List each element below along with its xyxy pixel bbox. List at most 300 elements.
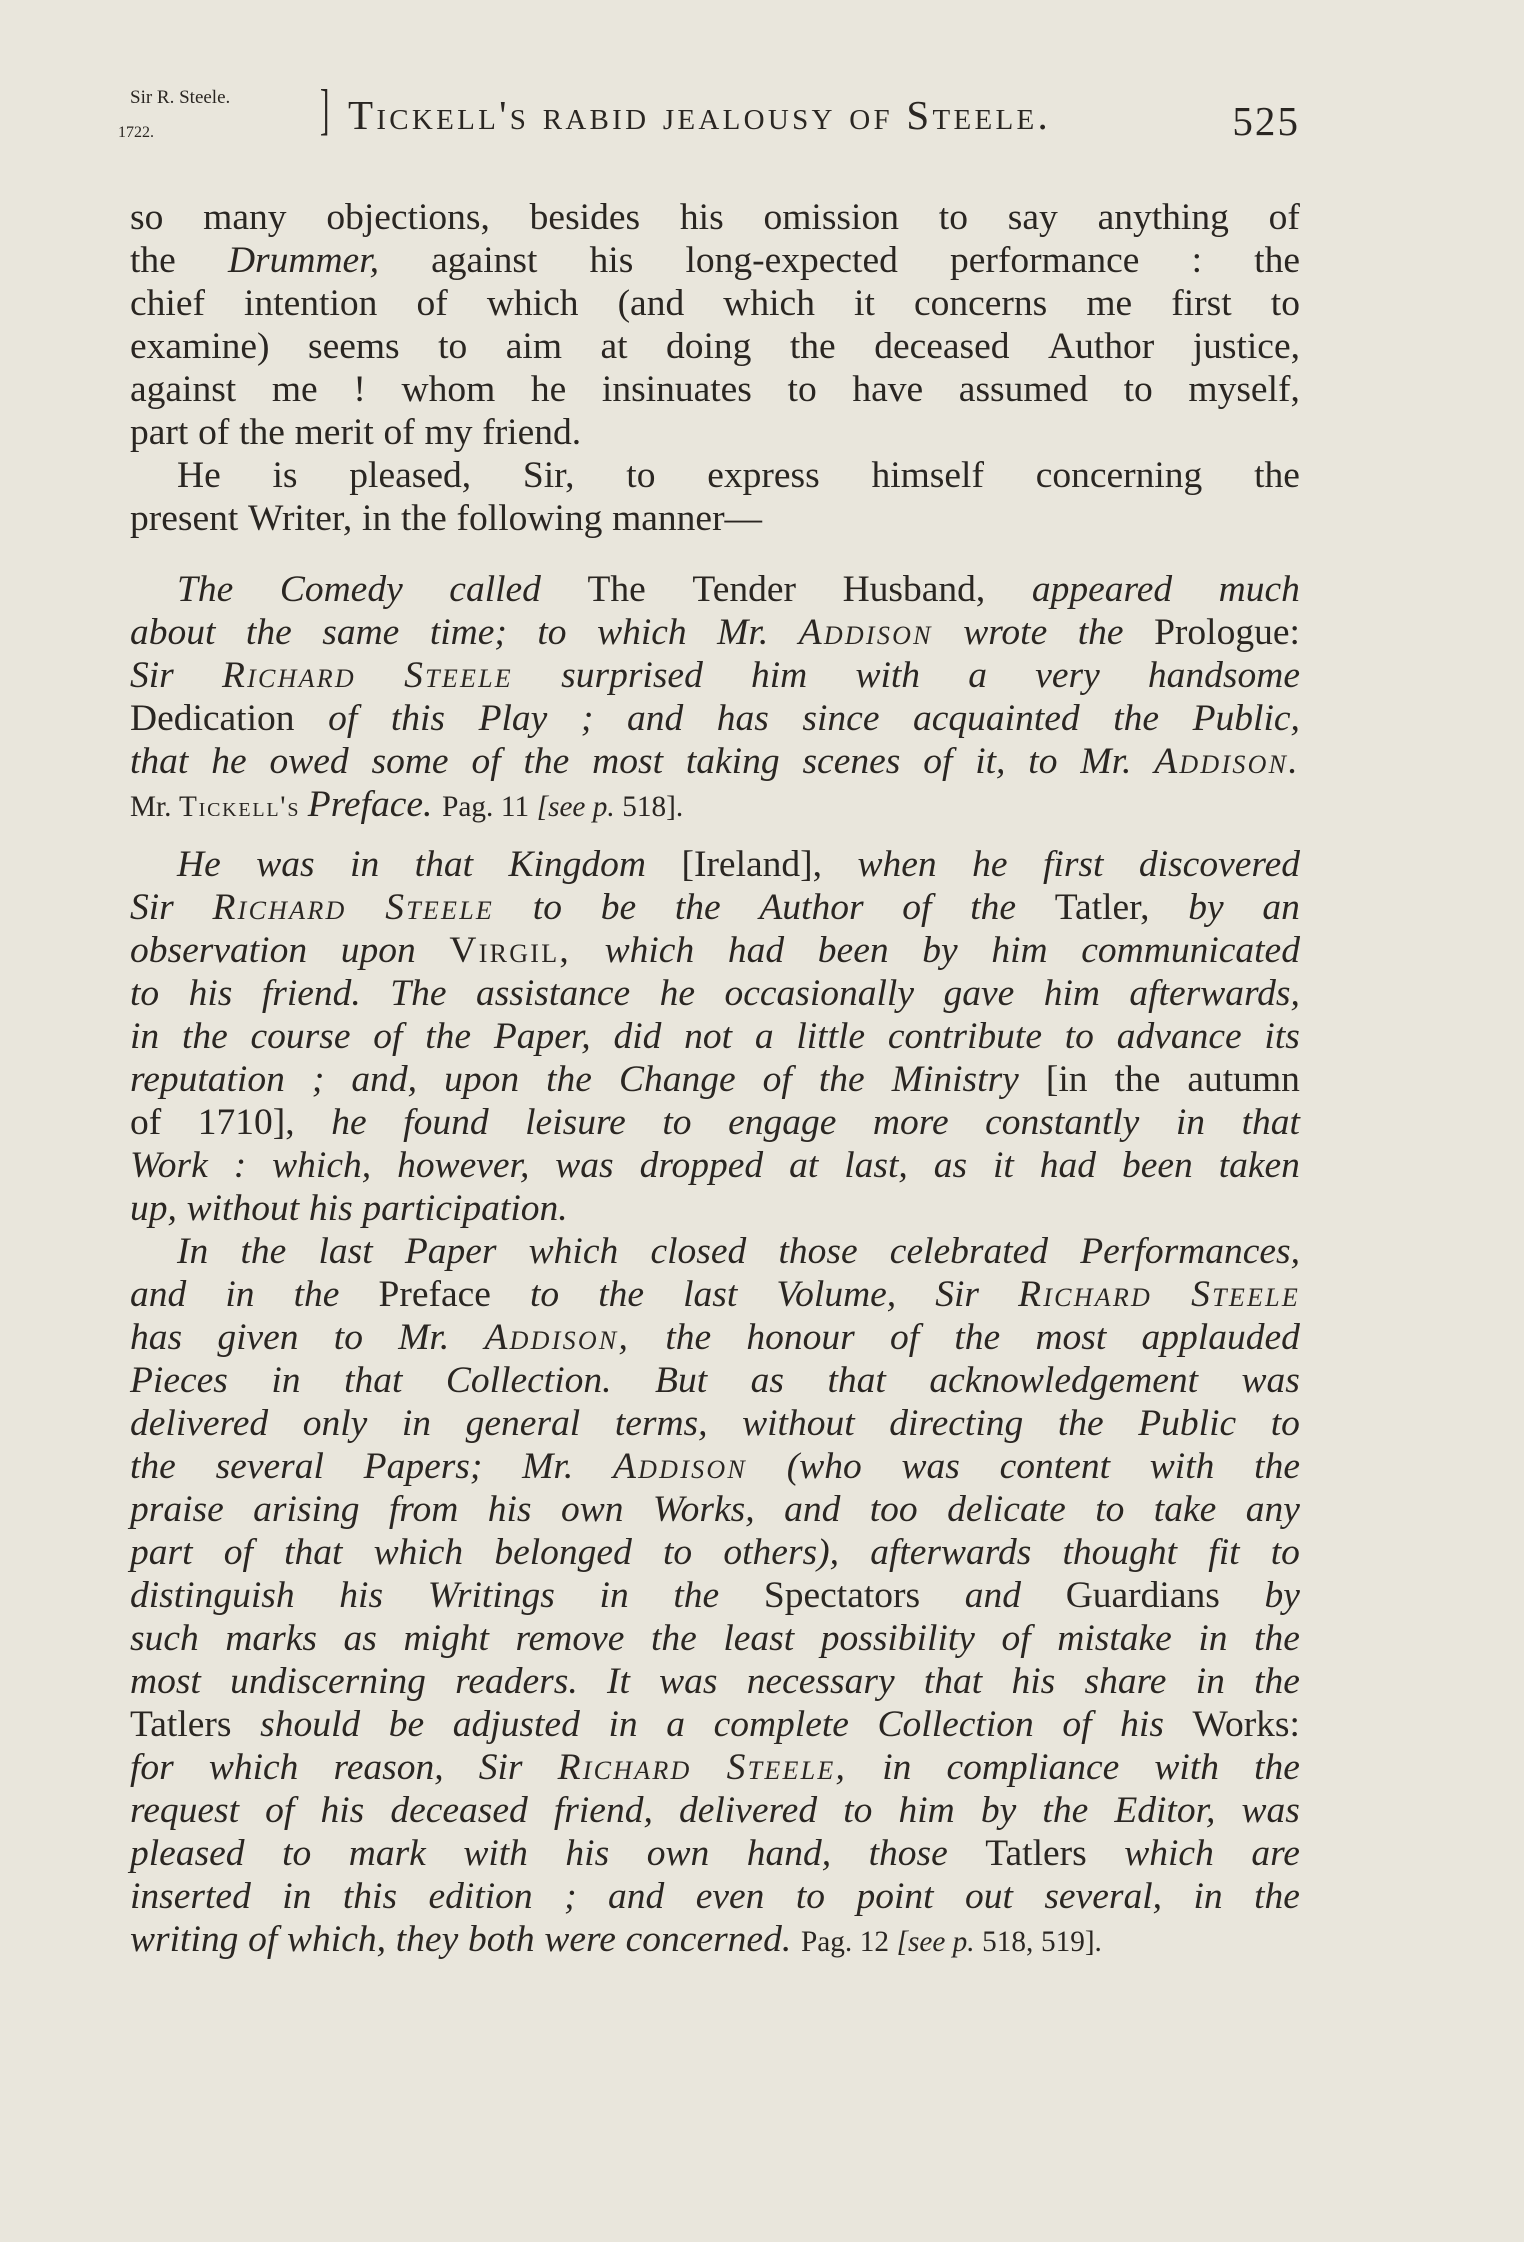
- text-line: [130, 1144, 1300, 1187]
- word: he: [659, 973, 695, 1014]
- word: those: [868, 1833, 948, 1874]
- word: taking: [685, 741, 780, 782]
- running-header: [118, 78, 1300, 158]
- word: in: [401, 1403, 432, 1444]
- word: which: [723, 283, 815, 324]
- word: participation.: [362, 1188, 568, 1229]
- word: the: [523, 741, 570, 782]
- word: which: [1124, 1833, 1214, 1874]
- word: Drummer,: [227, 240, 380, 281]
- text-line: [130, 843, 1300, 886]
- word: of: [328, 698, 358, 739]
- word: Paper: [404, 1231, 497, 1272]
- word: and: [784, 1489, 841, 1530]
- word: :: [1191, 240, 1203, 281]
- word: terms,: [614, 1403, 708, 1444]
- word: adjusted: [452, 1704, 580, 1745]
- word: wrote: [963, 612, 1048, 653]
- word: his: [308, 1188, 353, 1229]
- word: Sir,: [522, 455, 575, 496]
- word: Prologue:: [1154, 612, 1300, 653]
- word: Guardians: [1065, 1575, 1220, 1616]
- word: Addison,: [484, 1317, 631, 1358]
- header-side-name: Sir R. Steele.: [130, 87, 231, 108]
- text-line: [130, 497, 1300, 540]
- word: (and: [617, 283, 685, 324]
- word: to: [1270, 1403, 1300, 1444]
- text-line: [130, 454, 1300, 497]
- word: distinguish: [130, 1575, 295, 1616]
- word: by: [922, 930, 958, 971]
- word: part: [130, 1532, 193, 1573]
- word: closed: [650, 1231, 747, 1272]
- word: his: [320, 1790, 365, 1831]
- word: much: [1218, 569, 1300, 610]
- word: present: [130, 498, 239, 539]
- word: even: [695, 1876, 765, 1917]
- word: assumed: [958, 369, 1088, 410]
- word: with: [855, 655, 921, 696]
- word: its: [1264, 1016, 1300, 1057]
- word: readers.: [455, 1661, 578, 1702]
- word: 1710],: [197, 1102, 295, 1143]
- word: the: [970, 887, 1017, 928]
- word: Richard: [212, 887, 347, 928]
- word: been: [1121, 1145, 1193, 1186]
- word: to: [537, 612, 567, 653]
- word: constantly: [985, 1102, 1140, 1143]
- word: it: [993, 1145, 1014, 1186]
- word: Tender: [692, 569, 796, 610]
- word: he: [211, 741, 247, 782]
- word: without: [742, 1403, 855, 1444]
- word: ;: [580, 698, 594, 739]
- word: the: [1077, 612, 1124, 653]
- word: the: [1254, 1618, 1300, 1659]
- word: of: [471, 741, 501, 782]
- header-side-year: 1722.: [118, 124, 154, 141]
- word: and,: [351, 1059, 418, 1100]
- word: Author: [1047, 326, 1155, 367]
- word: the: [1114, 1059, 1161, 1100]
- word: contribute: [887, 1016, 1042, 1057]
- word: 518].: [622, 791, 684, 823]
- word: acquainted: [913, 698, 1080, 739]
- word: that: [130, 741, 189, 782]
- word: objections,: [326, 197, 490, 238]
- word: in: [282, 1876, 312, 1917]
- word: Steele,: [726, 1747, 848, 1788]
- word: Writer,: [248, 498, 353, 539]
- word: the: [650, 1618, 697, 1659]
- word: the: [789, 326, 836, 367]
- word: Tatlers: [985, 1833, 1087, 1874]
- word: a: [754, 1016, 774, 1057]
- word: given: [217, 1317, 299, 1358]
- word: own: [646, 1833, 710, 1874]
- word: Writings: [427, 1575, 555, 1616]
- word: Steele: [385, 887, 495, 928]
- word: are: [1251, 1833, 1300, 1874]
- word: Steele: [404, 655, 513, 696]
- word: not: [684, 1016, 733, 1057]
- word: of: [383, 412, 415, 453]
- word: omission: [763, 197, 899, 238]
- word: whom: [401, 369, 496, 410]
- word: in: [130, 1016, 160, 1057]
- text-line: [130, 1703, 1300, 1746]
- word: delivered: [130, 1403, 269, 1444]
- word: The: [587, 569, 646, 610]
- header-bracket: ]: [320, 79, 330, 141]
- page-title: Tickell's rabid jealousy of Steele.: [348, 92, 1051, 138]
- word: The: [390, 973, 447, 1014]
- word: 12: [859, 1926, 889, 1958]
- word: this: [390, 698, 446, 739]
- word: his: [1011, 1661, 1056, 1702]
- word: course: [250, 1016, 351, 1057]
- word: The: [177, 569, 234, 610]
- word: with: [1149, 1446, 1215, 1487]
- word: with: [463, 1833, 528, 1874]
- word: have: [852, 369, 924, 410]
- word: Dedication: [130, 698, 295, 739]
- word: by: [980, 1790, 1017, 1831]
- word: without: [186, 1188, 300, 1229]
- word: In: [177, 1231, 209, 1272]
- word: say: [1007, 197, 1058, 238]
- word: mark: [348, 1833, 426, 1874]
- text-line: [130, 1359, 1300, 1402]
- word: of: [1001, 1618, 1031, 1659]
- word: since: [802, 698, 880, 739]
- word: very: [1035, 655, 1100, 696]
- word: Tatlers: [130, 1704, 232, 1745]
- word: that: [414, 844, 474, 885]
- word: at: [600, 326, 628, 367]
- word: friend,: [553, 1790, 653, 1831]
- word: has: [716, 698, 769, 739]
- word: delivered: [678, 1790, 818, 1831]
- quotation-tatler: [130, 843, 1300, 1964]
- word: Sir: [130, 887, 174, 928]
- text-line: [130, 1832, 1300, 1875]
- word: a: [666, 1704, 685, 1745]
- word: that: [344, 1360, 403, 1401]
- word: reputation: [130, 1059, 285, 1100]
- word: manner—: [612, 498, 763, 539]
- word: so: [130, 197, 164, 238]
- word: him: [991, 930, 1048, 971]
- word: He: [177, 844, 221, 885]
- word: most: [130, 1661, 201, 1702]
- text-line: [130, 1445, 1300, 1488]
- text-line: [130, 929, 1300, 972]
- word: 518,: [982, 1926, 1034, 1958]
- text-line: [130, 1187, 1300, 1230]
- word: too: [869, 1489, 918, 1530]
- text-line: [130, 568, 1300, 611]
- word: that: [827, 1360, 886, 1401]
- text-line: [130, 1746, 1300, 1789]
- word: observation: [130, 930, 308, 971]
- word: his: [188, 973, 233, 1014]
- word: to: [843, 1790, 873, 1831]
- word: the: [546, 1059, 592, 1100]
- word: some: [371, 741, 449, 782]
- word: upon: [340, 930, 416, 971]
- word: however,: [397, 1145, 530, 1186]
- word: many: [203, 197, 287, 238]
- word: and: [964, 1575, 1022, 1616]
- word: the: [818, 1059, 865, 1100]
- word: the: [130, 1446, 176, 1487]
- word: of: [902, 887, 932, 928]
- word: were: [544, 1919, 616, 1960]
- word: by: [1188, 887, 1224, 928]
- word: me: [1086, 283, 1133, 324]
- word: his: [487, 1489, 532, 1530]
- word: of: [223, 1532, 253, 1573]
- word: at: [789, 1145, 819, 1186]
- word: which: [373, 1532, 464, 1573]
- word: to: [662, 1102, 692, 1143]
- word: pleased: [130, 1833, 245, 1874]
- word: the: [1254, 1747, 1300, 1788]
- word: up,: [130, 1188, 177, 1229]
- word: last: [318, 1231, 373, 1272]
- word: to: [1028, 741, 1058, 782]
- word: Work: [130, 1145, 208, 1186]
- page-number: 525: [1232, 98, 1300, 144]
- word: of: [762, 1059, 792, 1100]
- header-side-note: [118, 87, 231, 141]
- word: concerning: [1035, 455, 1203, 496]
- word: thought: [1062, 1532, 1178, 1573]
- word: which,: [287, 1919, 386, 1960]
- word: own: [560, 1489, 624, 1530]
- text-line: [130, 740, 1300, 783]
- word: little: [796, 1016, 866, 1057]
- word: the: [665, 1317, 712, 1358]
- word: of: [923, 741, 953, 782]
- word: deceased: [390, 1790, 528, 1831]
- word: for: [130, 1747, 174, 1788]
- word: to: [663, 1532, 693, 1573]
- word: his: [589, 240, 634, 281]
- text-line: [130, 1531, 1300, 1574]
- text-line: [130, 1316, 1300, 1359]
- word: praise: [130, 1489, 224, 1530]
- word: both: [467, 1919, 535, 1960]
- word: such: [130, 1618, 199, 1659]
- word: merit: [294, 412, 374, 453]
- word: did: [613, 1016, 662, 1057]
- word: directing: [889, 1403, 1024, 1444]
- word: Mr.: [522, 1446, 574, 1487]
- word: Richard: [1018, 1274, 1153, 1315]
- word: (who: [786, 1446, 862, 1487]
- word: an: [1262, 887, 1300, 928]
- word: last,: [844, 1145, 908, 1186]
- word: in: [271, 1360, 301, 1401]
- word: he: [530, 369, 567, 410]
- word: Papers;: [363, 1446, 483, 1487]
- word: his: [679, 197, 724, 238]
- text-line: [130, 1918, 1300, 1964]
- word: to: [130, 973, 160, 1014]
- word: inserted: [130, 1876, 251, 1917]
- text-line: [130, 282, 1300, 325]
- word: point: [856, 1876, 934, 1917]
- word: gave: [943, 973, 1015, 1014]
- text-line: [130, 1789, 1300, 1832]
- word: found: [403, 1102, 489, 1143]
- word: Public,: [1192, 698, 1300, 739]
- word: Performances,: [1080, 1231, 1300, 1272]
- word: him: [898, 1790, 955, 1831]
- word: Paper,: [493, 1016, 591, 1057]
- word: Collection.: [445, 1360, 612, 1401]
- word: same: [322, 612, 400, 653]
- word: was: [659, 1661, 718, 1702]
- word: as: [750, 1360, 784, 1401]
- text-line: [130, 1273, 1300, 1316]
- word: himself: [871, 455, 984, 496]
- text-line: [130, 239, 1300, 282]
- word: doing: [666, 326, 752, 367]
- word: seems: [307, 326, 400, 367]
- word: about: [130, 612, 216, 653]
- word: appeared: [1031, 569, 1173, 610]
- word: Mr.: [398, 1317, 450, 1358]
- word: Addison.: [1154, 741, 1300, 782]
- text-line: [130, 1058, 1300, 1101]
- word: honour: [746, 1317, 855, 1358]
- word: Editor,: [1114, 1790, 1216, 1831]
- word: friend.: [261, 973, 361, 1014]
- word: communicated: [1081, 930, 1300, 971]
- word: me: [271, 369, 318, 410]
- word: compliance: [946, 1747, 1120, 1788]
- word: taken: [1218, 1145, 1300, 1186]
- text-line: [130, 1015, 1300, 1058]
- word: from: [388, 1489, 459, 1530]
- word: might: [403, 1618, 489, 1659]
- word: the: [1254, 1661, 1300, 1702]
- word: the: [293, 1274, 340, 1315]
- word: express: [707, 455, 820, 496]
- word: occasionally: [724, 973, 914, 1014]
- text-line: [130, 411, 1300, 454]
- word: acknowledgement: [929, 1360, 1199, 1401]
- word: in: [1195, 1661, 1225, 1702]
- word: besides: [529, 197, 641, 238]
- word: intention: [244, 283, 378, 324]
- word: complete: [713, 1704, 849, 1745]
- word: that: [1241, 1102, 1300, 1143]
- word: the: [1254, 240, 1300, 281]
- word: Preface.: [307, 784, 433, 825]
- word: He: [177, 455, 221, 496]
- text-line: [130, 325, 1300, 368]
- word: examine): [130, 326, 270, 367]
- word: to: [1123, 369, 1153, 410]
- word: Addison: [798, 612, 933, 653]
- word: of: [889, 1317, 920, 1358]
- word: he: [972, 844, 1008, 885]
- word: Play: [478, 698, 548, 739]
- word: the: [245, 612, 292, 653]
- word: in: [350, 844, 380, 885]
- word: which: [486, 283, 579, 324]
- word: the: [1057, 1403, 1104, 1444]
- word: was: [555, 1145, 614, 1186]
- word: following: [456, 498, 603, 539]
- word: had: [1039, 1145, 1097, 1186]
- word: of: [373, 1016, 403, 1057]
- word: !: [353, 369, 366, 410]
- word: to: [1270, 1532, 1300, 1573]
- word: was: [256, 844, 315, 885]
- word: against: [431, 240, 538, 281]
- word: marks: [225, 1618, 317, 1659]
- word: performance: [949, 240, 1140, 281]
- word: the: [674, 887, 721, 928]
- word: time;: [429, 612, 507, 653]
- word: Spectators: [763, 1575, 921, 1616]
- text-line: [130, 972, 1300, 1015]
- text-line: [130, 368, 1300, 411]
- word: him: [751, 655, 808, 696]
- word: had: [727, 930, 785, 971]
- word: which: [208, 1747, 299, 1788]
- word: Works:: [1192, 1704, 1300, 1745]
- text-line: [130, 1402, 1300, 1445]
- word: Public: [1138, 1403, 1237, 1444]
- word: Steele: [1191, 1274, 1300, 1315]
- word: dropped: [639, 1145, 764, 1186]
- word: possibility: [820, 1618, 975, 1659]
- word: Addison: [612, 1446, 747, 1487]
- word: Virgil,: [449, 930, 571, 971]
- word: in: [1193, 1876, 1223, 1917]
- word: those: [778, 1231, 858, 1272]
- word: that: [284, 1532, 343, 1573]
- word: justice,: [1192, 326, 1300, 367]
- text-line: [130, 611, 1300, 654]
- word: :: [233, 1145, 247, 1186]
- word: to: [282, 1833, 312, 1874]
- text-line: [130, 1574, 1300, 1617]
- word: be: [388, 1704, 425, 1745]
- word: has: [130, 1317, 183, 1358]
- word: But: [655, 1360, 708, 1401]
- word: hand,: [746, 1833, 832, 1874]
- word: the: [240, 1231, 287, 1272]
- word: advance: [1116, 1016, 1242, 1057]
- word: fit: [1208, 1532, 1240, 1573]
- word: applauded: [1141, 1317, 1300, 1358]
- word: Sir: [478, 1747, 523, 1788]
- word: Collection: [877, 1704, 1034, 1745]
- word: of: [416, 283, 448, 324]
- word: Pieces: [130, 1360, 228, 1401]
- word: first: [1171, 283, 1232, 324]
- word: in: [599, 1575, 629, 1616]
- word: the: [400, 498, 447, 539]
- word: most: [592, 741, 663, 782]
